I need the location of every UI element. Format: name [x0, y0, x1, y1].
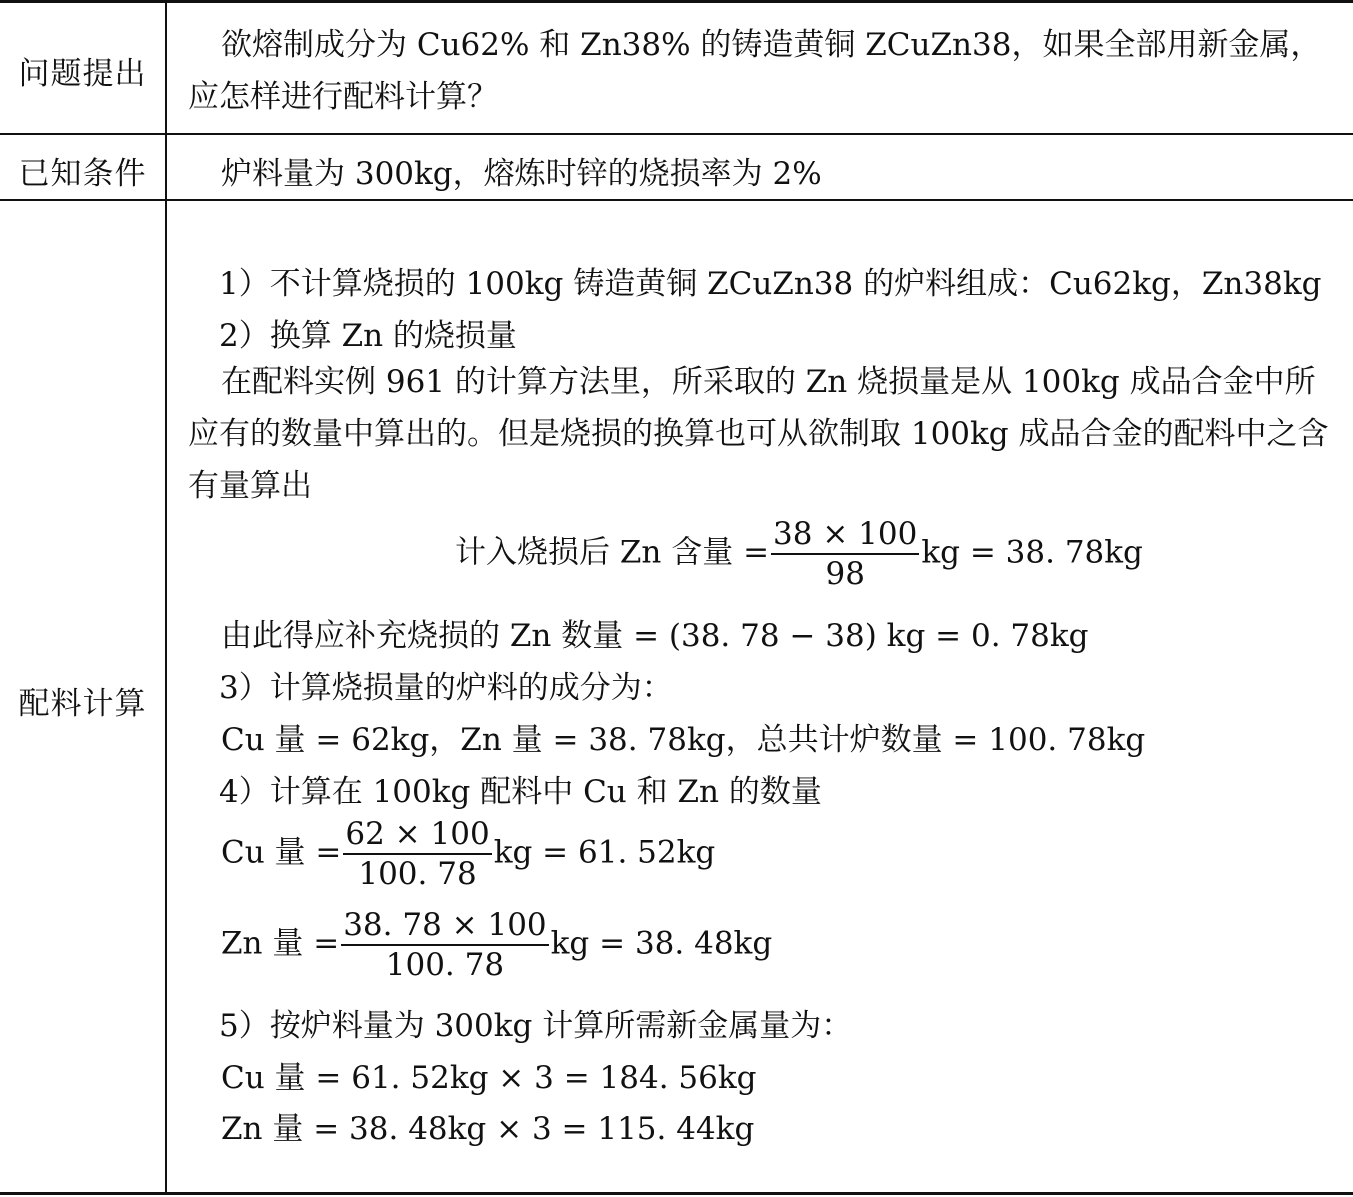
- equation-cu-amount: [221, 815, 715, 893]
- row-label-calc: 配料计算: [18, 686, 147, 722]
- row-label-known: 已知条件: [18, 156, 147, 192]
- method-paragraph: 在配料实例 961 的计算方法里，所采取的 Zn 烧损量是从 100kg 成品合金中所应有的数量中算出的。但是烧损的换算也可从欲制取 100kg 成品合金的配料中之含有量算出: [188, 364, 1329, 504]
- eq1-denominator: 98: [825, 556, 865, 592]
- eq3-numerator: 38. 78 × 100: [341, 906, 548, 946]
- step-5: 5）按炉料量为 300kg 计算所需新金属量为：: [219, 1008, 853, 1044]
- eq1-suffix: kg = 38. 78kg: [921, 534, 1143, 571]
- eq3-prefix: Zn 量 =: [221, 925, 340, 962]
- step-4: 4）计算在 100kg 配料中 Cu 和 Zn 的数量: [219, 774, 822, 810]
- zn-total: Zn 量 = 38. 48kg × 3 = 115. 44kg: [221, 1111, 755, 1147]
- eq1-prefix: 计入烧损后 Zn 含量 =: [455, 534, 770, 571]
- eq2-prefix: Cu 量 =: [221, 834, 342, 871]
- eq1-fraction: [771, 515, 919, 593]
- step-3: 3）计算烧损量的炉料的成分为：: [219, 670, 673, 706]
- step-2: 2）换算 Zn 的烧损量: [219, 318, 517, 354]
- equation-zn-with-loss: [455, 515, 1143, 593]
- supplement-line: 由此得应补充烧损的 Zn 数量 = (38. 78 − 38) kg = 0. 78kg: [221, 618, 1089, 654]
- row-divider-2: [0, 199, 1353, 201]
- row-divider-1: [0, 133, 1353, 135]
- eq2-numerator: 62 × 100: [343, 815, 491, 855]
- eq3-denominator: 100. 78: [385, 947, 505, 983]
- equation-zn-amount: [221, 906, 772, 984]
- known-text: 炉料量为 300kg，熔炼时锌的烧损率为 2%: [221, 156, 822, 192]
- eq2-denominator: 100. 78: [358, 856, 477, 892]
- row-label-problem: 问题提出: [18, 56, 147, 92]
- table-top-border: [0, 0, 1353, 3]
- eq2-suffix: kg = 61. 52kg: [493, 834, 716, 871]
- problem-text: 欲熔制成分为 Cu62% 和 Zn38% 的铸造黄铜 ZCuZn38，如果全部用新金属，应怎样进行配料计算？: [188, 27, 1322, 115]
- eq2-fraction: [343, 815, 491, 893]
- step-3-values: Cu 量 = 62kg，Zn 量 = 38. 78kg，总共计炉数量 = 100. 78kg: [221, 722, 1146, 758]
- cu-total: Cu 量 = 61. 52kg × 3 = 184. 56kg: [221, 1060, 757, 1096]
- column-divider: [165, 0, 167, 1195]
- table-bottom-border: [0, 1192, 1353, 1195]
- eq1-numerator: 38 × 100: [771, 515, 919, 555]
- eq3-fraction: [341, 906, 548, 984]
- step-1: 1）不计算烧损的 100kg 铸造黄铜 ZCuZn38 的炉料组成：Cu62kg，Zn38kg: [219, 266, 1322, 302]
- eq3-suffix: kg = 38. 48kg: [550, 925, 773, 962]
